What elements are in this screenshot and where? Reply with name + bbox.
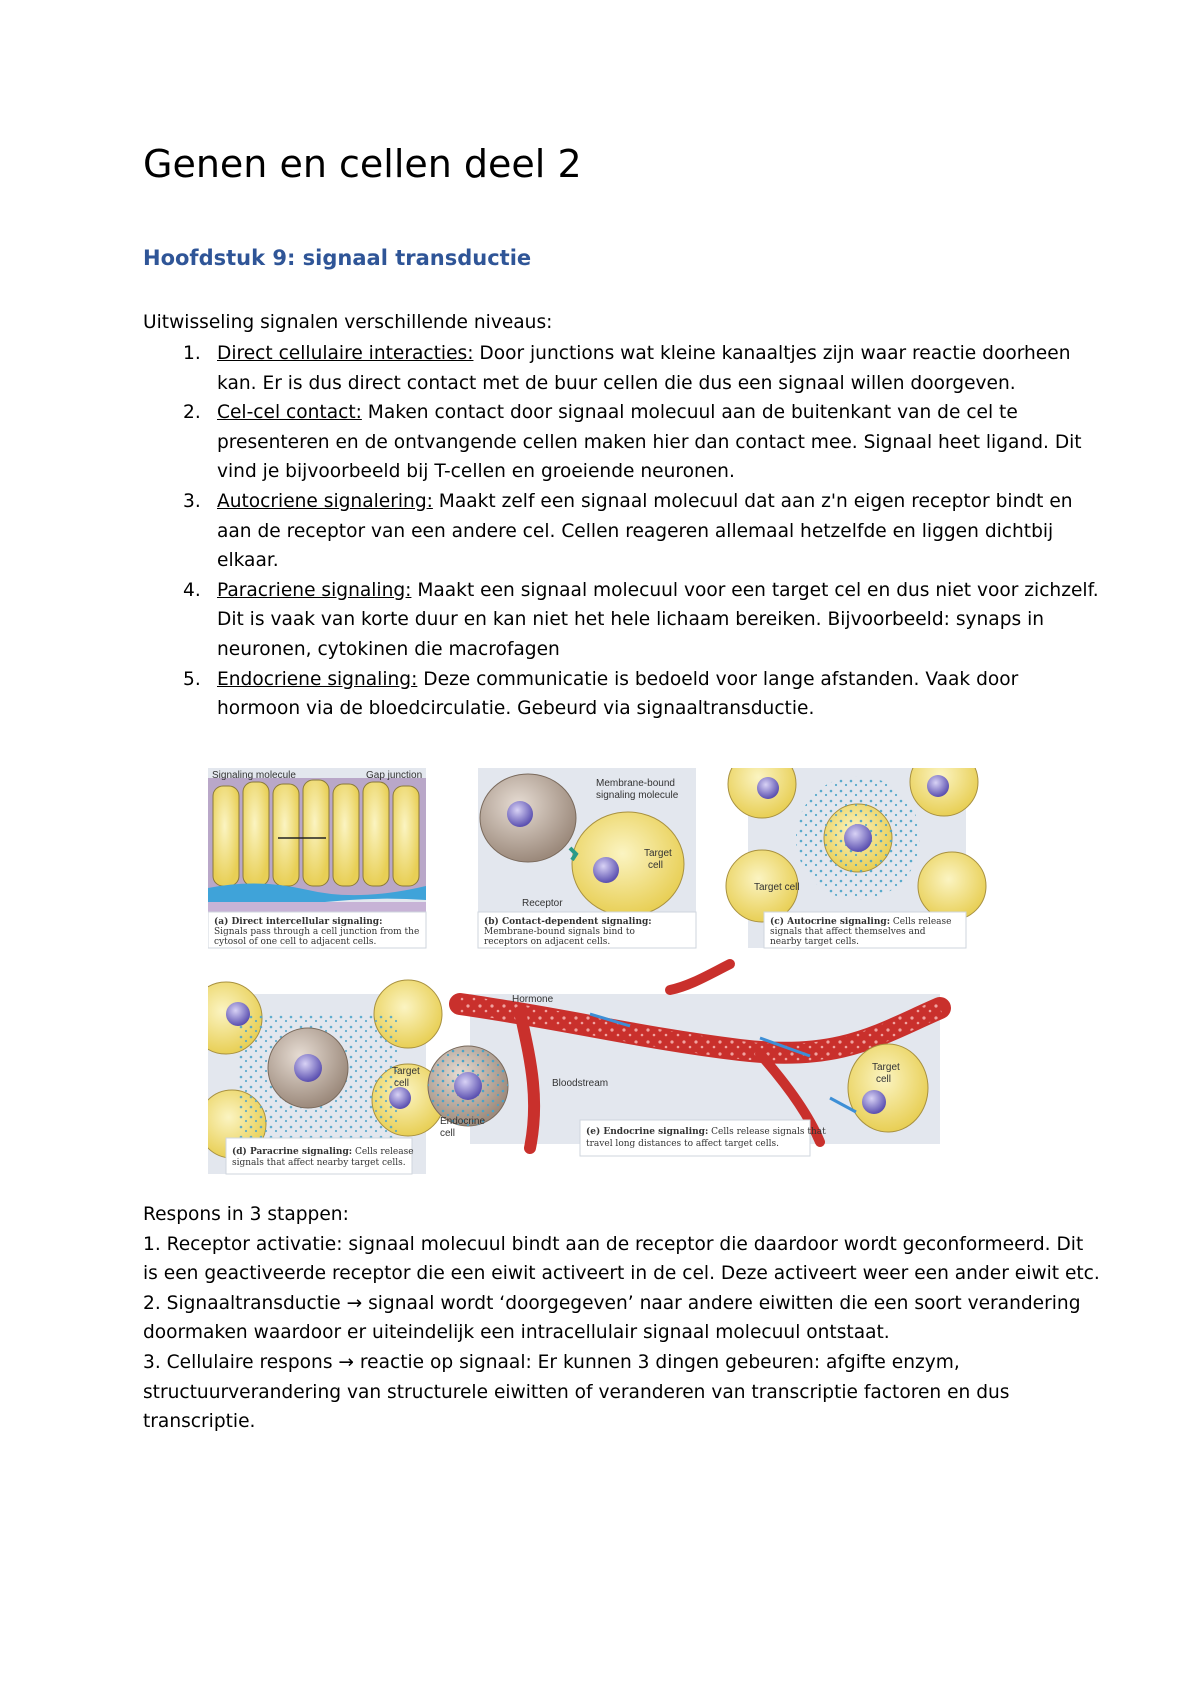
panel-e-label-hormone: Hormone xyxy=(512,994,554,1005)
list-item xyxy=(143,339,1103,398)
panel-e-caption-head xyxy=(586,1126,826,1137)
panel-b-caption-line: receptors on adjacent cells. xyxy=(484,937,611,947)
respons-step: 1. Receptor activatie: signaal molecuul bindt aan de receptor die daardoor wordt geconformeerd. Dit is een geactiveerde receptor die een eiwit activeert in de cel. Deze activeert weer een ander eiwit etc. xyxy=(143,1233,1100,1285)
list-text: Maakt een signaal molecuul voor een target cel en dus niet voor zichzelf. Dit is vaak van korte duur en kan niet het hele lichaam bereiken. Bijvoorbeeld: synaps in neuronen, cytokinen die macrofagen xyxy=(217,579,1099,660)
panel-d-caption-line: signals that affect nearby target cells. xyxy=(232,1158,406,1168)
panel-a-label-signaling-molecule: Signaling molecule xyxy=(212,770,296,781)
list-item xyxy=(143,665,1103,724)
respons-step: 2. Signaaltransductie → signaal wordt ‘doorgegeven’ naar andere eiwitten die een soort verandering doormaken waardoor er uiteindelijk een intracellulair signaal molecuul ontstaat. xyxy=(143,1292,1081,1344)
panel-b-label-signaling-molecule: signaling molecule xyxy=(596,790,679,801)
signaling-levels-list xyxy=(143,339,1103,724)
panel-b-caption-line: Membrane-bound signals bind to xyxy=(484,927,635,937)
list-term: Autocriene signalering: xyxy=(217,490,433,512)
panel-a-caption-line: Signals pass through a cell junction from the xyxy=(214,927,420,937)
panel-e-label-endocrine: Endocrine xyxy=(440,1116,486,1127)
list-term: Direct cellulaire interacties: xyxy=(217,343,474,364)
respons-heading: Respons in 3 stappen: xyxy=(143,1204,349,1225)
panel-d-label-target: Target xyxy=(392,1066,420,1077)
list-text: Maken contact door signaal molecuul aan de buitenkant van de cel te presenteren en de ontvangende cellen maken hier dan contact mee. Signaal heet ligand. Dit vind je bijvoorbeeld bij T-cellen en groeiende neuronen. xyxy=(217,402,1082,483)
panel-contact-dependent xyxy=(478,768,696,948)
list-term: Cel-cel contact: xyxy=(217,402,362,424)
panel-b-caption-title: (b) Contact-dependent signaling: xyxy=(484,917,652,927)
list-number: 3. xyxy=(183,490,201,512)
list-number: 5. xyxy=(183,668,201,690)
panel-e-label-target-cell: cell xyxy=(876,1074,892,1085)
panel-direct-intercellular xyxy=(208,768,426,948)
panel-e-label-bloodstream: Bloodstream xyxy=(552,1078,609,1089)
panel-endocrine xyxy=(428,964,940,1156)
panel-a-label-gap-junction: Gap junction xyxy=(366,770,423,781)
list-text: Door junctions wat kleine kanaaltjes zijn waar reactie doorheen kan. Er is dus direct contact met de buur cellen die dus een signaal willen doorgeven. xyxy=(217,343,1071,394)
document-title: Genen en cellen deel 2 xyxy=(143,142,582,186)
panel-c-caption-line: nearby target cells. xyxy=(770,937,859,947)
intro-text: Uitwisseling signalen verschillende niveaus: xyxy=(143,312,553,333)
panel-e-label-target: Target xyxy=(872,1062,900,1073)
panel-e-caption-tail: Cells release signals that xyxy=(708,1127,826,1137)
list-number: 1. xyxy=(183,343,201,364)
list-term: Endocriene signaling: xyxy=(217,668,418,690)
panel-d-label-cell: cell xyxy=(394,1078,410,1089)
chapter-heading: Hoofdstuk 9: signaal transductie xyxy=(143,246,532,270)
list-text: Deze communicatie is bedoeld voor lange afstanden. Vaak door hormoon via de bloedcirculatie. Gebeurd via signaaltransductie. xyxy=(217,668,1019,720)
signaling-figure xyxy=(208,768,988,1190)
panel-e-caption-line: travel long distances to affect target cells. xyxy=(586,1139,779,1149)
panel-d-caption-tail: Cells release xyxy=(352,1147,414,1157)
panel-c-caption-line: signals that affect themselves and xyxy=(770,927,926,937)
list-number: 2. xyxy=(183,402,201,424)
panel-a-caption-title: (a) Direct intercellular signaling: xyxy=(214,917,383,927)
panel-e-label-cell: cell xyxy=(440,1128,456,1139)
panel-c-caption-head xyxy=(770,916,951,927)
panel-c-caption-title: (c) Autocrine signaling: xyxy=(770,917,891,927)
panel-c-caption-tail: Cells release xyxy=(890,917,952,927)
panel-paracrine xyxy=(208,980,444,1174)
panel-a-caption-line: cytosol of one cell to adjacent cells. xyxy=(214,937,377,947)
panel-b-label-target: Target xyxy=(644,848,672,859)
list-text: Maakt zelf een signaal molecuul dat aan z'n eigen receptor bindt en aan de receptor van een andere cel. Cellen reageren allemaal hetzelfde en liggen dichtbij elkaar. xyxy=(217,490,1073,572)
panel-d-caption-head xyxy=(232,1146,414,1157)
list-item xyxy=(143,487,1103,576)
panel-autocrine xyxy=(726,768,986,948)
list-term: Paracriene signaling: xyxy=(217,579,412,601)
panel-e-caption-title: (e) Endocrine signaling: xyxy=(586,1127,709,1137)
list-item xyxy=(143,398,1103,487)
panel-c-label-target-cell: Target cell xyxy=(754,882,800,893)
respons-section xyxy=(143,1200,1103,1437)
list-number: 4. xyxy=(183,579,201,601)
respons-step: 3. Cellulaire respons → reactie op signaal: Er kunnen 3 dingen gebeuren: afgifte enzym, structuurverandering van structurele eiwitten of veranderen van transcriptie factoren en dus transcriptie. xyxy=(143,1351,1010,1433)
panel-b-label-cell: cell xyxy=(648,860,664,871)
list-item xyxy=(143,576,1103,665)
panel-b-label-receptor: Receptor xyxy=(522,898,563,909)
panel-d-caption-title: (d) Paracrine signaling: xyxy=(232,1147,353,1157)
panel-b-label-membrane-bound: Membrane-bound xyxy=(596,778,675,789)
